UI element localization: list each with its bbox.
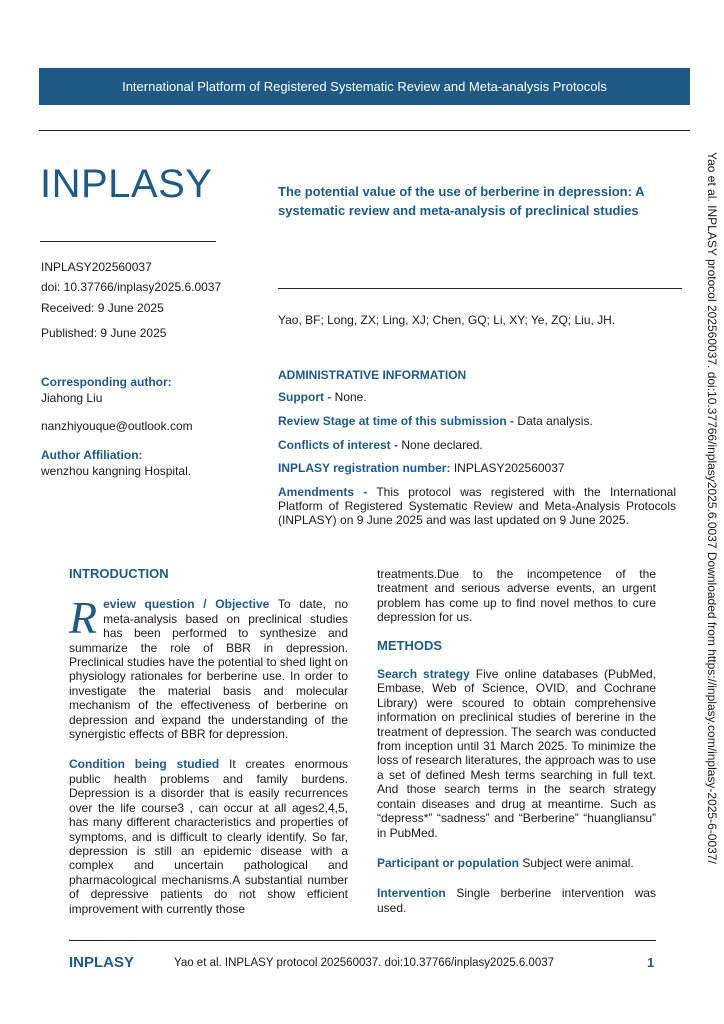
regnum-label: INPLASY registration number: (278, 461, 451, 475)
participant-label: Participant or population (377, 855, 520, 870)
introduction-heading: INTRODUCTION (69, 566, 169, 581)
download-notice: Yao et al. INPLASY protocol 202560037. doi:10.37766/inplasy2025.6.0037 Downloaded from https://inplasy.com/inplasy-2025-6-0037/ (705, 152, 719, 864)
support-value: None. (334, 390, 367, 404)
footer-logo: INPLASY (69, 954, 135, 971)
intervention-paragraph (377, 886, 656, 915)
author-list: Yao, BF; Long, ZX; Ling, XJ; Chen, GQ; Li, XY; Ye, ZQ; Liu, JH. (278, 313, 616, 327)
corresponding-email: nanzhiyouque@outlook.com (41, 419, 193, 433)
admin-support (278, 390, 676, 404)
condition-paragraph (69, 757, 348, 915)
regnum-value: INPLASY202560037 (453, 461, 565, 475)
participant-paragraph (377, 856, 656, 870)
admin-amendments (278, 485, 676, 527)
right-column (377, 567, 656, 927)
participant-text: Subject were animal. (522, 855, 634, 870)
intervention-label: Intervention (377, 886, 446, 901)
doi: doi: 10.37766/inplasy2025.6.0037 (41, 280, 222, 294)
footer-rule (69, 940, 656, 941)
intervention-text: Single berberine intervention was used. (377, 886, 656, 915)
admin-heading (278, 368, 676, 382)
corresponding-name: Jiahong Liu (41, 391, 103, 405)
drop-cap: R (69, 592, 98, 644)
review-question-paragraph (69, 592, 348, 742)
conflicts-label: Conflicts of interest - (278, 438, 399, 452)
article-title: The potential value of the use of berberine in depression: A systematic review and meta-analysis of preclinical studies (278, 184, 644, 218)
stage-label: Review Stage at time of this submission - (278, 414, 515, 428)
header-rule (39, 130, 690, 131)
page-number: 1 (647, 955, 655, 970)
intro-continuation: treatments.Due to the incompetence of the treatment and serious adverse events, an urgent problem has come up to find novel methos to cure depression for us. (377, 567, 656, 625)
stage-value: Data analysis. (517, 414, 593, 428)
search-strategy-text: Five online databases (PubMed, Embase, Web of Science, OVID, and Cochrane Library) were scoured to obtain comprehensive information on preclinical studies of bererine in the treatment of depression. The search was conducted from inception until 31 March 2025. To minimize the loss of research literatures, the approach was to use a set of defined Mesh terms searching in full text. And those search terms in the search strategy contain diseases and drug at meantime. Such as “depress*” “sadness” and “Berberine” “huangliansu” in PubMed. (377, 667, 656, 840)
footer-citation: Yao et al. INPLASY protocol 202560037. doi:10.37766/inplasy2025.6.0037 (174, 957, 555, 969)
affiliation-label: Author Affiliation: (41, 448, 143, 462)
admin-stage (278, 414, 676, 428)
admin-conflicts (278, 438, 676, 452)
search-strategy-label: Search strategy (377, 667, 470, 682)
condition-text: It creates enormous public health problems and family burdens. Depression is a disorder that is easily recurrences over the life course3 , can occur at all ages2,4,5, has many different characteristics and properties of symptoms, and is difficult to clearly identify. So far, depression is still an epidemic disease with a complex and uncertain pathological and pharmacological mechanisms.A substantial number of depressive patients do not show efficient improvement with currently those (69, 757, 348, 916)
registration-id: INPLASY202560037 (41, 260, 152, 274)
left-column (69, 567, 348, 928)
conflicts-value: None declared. (401, 438, 483, 452)
title-rule (278, 288, 682, 289)
review-question-label: eview question / Objective (103, 597, 270, 612)
support-label: Support - (278, 390, 332, 404)
condition-label: Condition being studied (69, 757, 220, 772)
inplasy-logo: INPLASY (40, 162, 213, 206)
review-question-text: To date, no meta-analysis based on preclinical studies has been performed to synthesize and summarize the role of BBR in depression. Preclinical studies have the potential to shed light on physiology rationales for berberine use. In order to investigate the material basis and molecular mechanism of the effectiveness of berberine on depression and expand the understanding of the synergistic effects of BBR for depression. (69, 597, 348, 742)
corresponding-label: Corresponding author: (41, 375, 172, 389)
methods-heading: METHODS (377, 637, 442, 653)
amend-label: Amendments - (278, 485, 368, 499)
admin-heading-text: ADMINISTRATIVE INFORMATION (278, 368, 467, 382)
logo-rule (40, 241, 216, 242)
admin-regnum (278, 461, 676, 475)
search-strategy-paragraph (377, 667, 656, 840)
header-banner: International Platform of Registered Systematic Review and Meta-analysis Protocols (39, 68, 690, 105)
received-date: Received: 9 June 2025 (41, 301, 164, 315)
author-affiliation (41, 447, 191, 479)
published-date: Published: 9 June 2025 (41, 326, 167, 340)
amend-value: This protocol was registered with the International Platform of Registered Systematic Review and Meta-Analysis Protocols (INPLASY) on 9 June 2025 and was last updated on 9 June 2025. (278, 485, 677, 527)
affiliation-value: wenzhou kangning Hospital. (41, 464, 192, 478)
corresponding-author (41, 374, 172, 406)
